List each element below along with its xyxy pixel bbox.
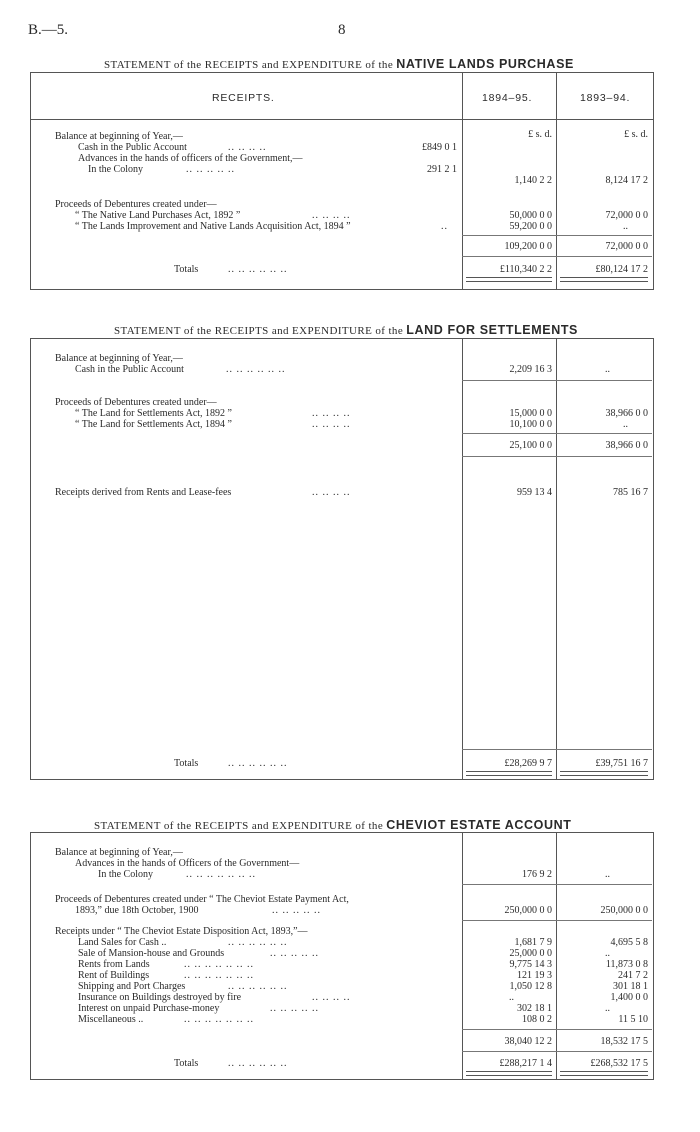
- cheviot-balance-label: Balance at beginning of Year,—: [55, 847, 183, 858]
- cheviot-title-prefix: STATEMENT of the RECEIPTS and EXPENDITURE of the: [94, 820, 384, 832]
- cheviot-item-label: Interest on unpaid Purchase-money: [78, 1003, 220, 1014]
- land-cash-y2: ..: [605, 364, 610, 375]
- leader-dots: .. .. .. ..: [312, 210, 351, 221]
- cheviot-total-rule: [462, 1051, 652, 1052]
- cheviot-item-y1: 108 0 2: [522, 1014, 552, 1025]
- leader-dots: .. .. .. .. .. ..: [228, 758, 288, 769]
- native-total-double-rule-y2: [560, 277, 648, 282]
- leader-dots: ..: [441, 221, 448, 232]
- land-totals-label: Totals: [174, 758, 199, 769]
- cheviot-item-label: Shipping and Port Charges: [78, 981, 186, 992]
- land-subtotal-y2: 38,966 0 0: [605, 440, 648, 451]
- leader-dots: .. .. .. ..: [312, 408, 351, 419]
- cheviot-item-label: Miscellaneous ..: [78, 1014, 144, 1025]
- land-balance-label: Balance at beginning of Year,—: [55, 353, 183, 364]
- leader-dots: .. .. .. .. ..: [272, 905, 321, 916]
- native-title-bold: NATIVE LANDS PURCHASE: [396, 57, 574, 71]
- cheviot-item-y1: 121 19 3: [517, 970, 552, 981]
- leader-dots: .. .. .. .. ..: [270, 1003, 319, 1014]
- leader-dots: .. .. .. .. .. ..: [228, 1058, 288, 1069]
- land-act2-y1: 10,100 0 0: [509, 419, 552, 430]
- cheviot-item-y2: 301 18 1: [613, 981, 648, 992]
- leader-dots: .. .. .. .. .. .. ..: [184, 959, 254, 970]
- leader-dots: .. .. .. .. .. ..: [228, 981, 288, 992]
- leader-dots: .. .. .. .. .. ..: [228, 264, 288, 275]
- native-advances-label: Advances in the hands of officers of the Government,—: [78, 153, 303, 164]
- native-balance-label: Balance at beginning of Year,—: [55, 131, 183, 142]
- leader-dots: .. .. .. .. .. ..: [228, 937, 288, 948]
- native-balance-y2: 8,124 17 2: [605, 175, 648, 186]
- leader-dots: .. .. .. .. ..: [186, 164, 235, 175]
- native-act1-y1: 50,000 0 0: [509, 210, 552, 221]
- native-totals-y2: £80,124 17 2: [595, 264, 648, 275]
- native-header-year1: 1894–95.: [482, 92, 533, 104]
- land-proceeds-label: Proceeds of Debentures created under—: [55, 397, 217, 408]
- native-title: [104, 57, 574, 71]
- native-col-divider-1: [462, 72, 463, 290]
- land-total-rule: [462, 749, 652, 750]
- cheviot-totals-label: Totals: [174, 1058, 199, 1069]
- cheviot-title-bold: CHEVIOT ESTATE ACCOUNT: [386, 818, 572, 832]
- native-subtotal-y1: 109,200 0 0: [504, 241, 552, 252]
- land-title: [114, 323, 578, 337]
- cheviot-proceeds-y1: 250,000 0 0: [504, 905, 552, 916]
- native-currency-y1: £ s. d.: [528, 129, 552, 140]
- cheviot-total-double-rule-y2: [560, 1071, 648, 1076]
- cheviot-subtotal-rule: [462, 1029, 652, 1030]
- page-reference: B.—5.: [28, 22, 69, 38]
- land-rents-y1: 959 13 4: [517, 487, 552, 498]
- land-title-prefix: STATEMENT of the RECEIPTS and EXPENDITURE of the: [114, 325, 404, 337]
- land-act2-y2: ..: [623, 419, 628, 430]
- cheviot-totals-y2: £268,532 17 5: [590, 1058, 648, 1069]
- cheviot-item-y2: 241 7 2: [618, 970, 648, 981]
- native-total-rule: [462, 256, 652, 257]
- cheviot-item-y2: ..: [605, 948, 610, 959]
- cheviot-title: [94, 818, 571, 832]
- native-act2-label: “ The Lands Improvement and Native Lands Acquisition Act, 1894 ”: [75, 221, 351, 232]
- land-rule-1: [462, 380, 652, 381]
- leader-dots: .. .. .. ..: [228, 142, 267, 153]
- page-number: 8: [338, 22, 346, 38]
- cheviot-item-y1: 9,775 14 3: [509, 959, 552, 970]
- land-rents-label: Receipts derived from Rents and Lease-fees: [55, 487, 232, 498]
- leader-dots: .. .. .. ..: [312, 419, 351, 430]
- native-act1-label: “ The Native Land Purchases Act, 1892 ”: [75, 210, 241, 221]
- cheviot-item-y1: 25,000 0 0: [509, 948, 552, 959]
- cheviot-item-y1: ..: [509, 992, 514, 1003]
- leader-dots: .. .. .. ..: [312, 992, 351, 1003]
- land-cash-label: Cash in the Public Account: [75, 364, 184, 375]
- cheviot-rule-1: [462, 884, 652, 885]
- leader-dots: .. .. .. .. .. .. ..: [184, 970, 254, 981]
- cheviot-item-y2: 11 5 10: [618, 1014, 648, 1025]
- land-act1-y2: 38,966 0 0: [605, 408, 648, 419]
- native-totals-label: Totals: [174, 264, 199, 275]
- cheviot-item-label: Rents from Lands: [78, 959, 150, 970]
- leader-dots: .. .. .. ..: [312, 487, 351, 498]
- native-col-divider-2: [556, 72, 557, 290]
- native-act1-y2: 72,000 0 0: [605, 210, 648, 221]
- native-totals-y1: £110,340 2 2: [499, 264, 552, 275]
- native-colony-amount: 291 2 1: [427, 164, 457, 175]
- native-cash-amount: £849 0 1: [422, 142, 457, 153]
- native-act2-y2: ..: [623, 221, 628, 232]
- land-totals-y2: £39,751 16 7: [595, 758, 648, 769]
- land-subtotal-rule: [462, 433, 652, 434]
- cheviot-item-label: Rent of Buildings: [78, 970, 150, 981]
- native-balance-y1: 1,140 2 2: [514, 175, 552, 186]
- land-total-double-rule-y2: [560, 771, 648, 776]
- native-title-prefix: STATEMENT of the RECEIPTS and EXPENDITURE of the: [104, 59, 394, 71]
- leader-dots: .. .. .. .. ..: [270, 948, 319, 959]
- cheviot-col-divider-2: [556, 832, 557, 1080]
- cheviot-col-divider-1: [462, 832, 463, 1080]
- native-proceeds-label: Proceeds of Debentures created under—: [55, 199, 217, 210]
- cheviot-item-y2: ..: [605, 1003, 610, 1014]
- cheviot-item-y2: 11,873 0 8: [605, 959, 648, 970]
- native-header-rule: [30, 119, 653, 120]
- land-act1-label: “ The Land for Settlements Act, 1892 ”: [75, 408, 232, 419]
- cheviot-item-y2: 4,695 5 8: [610, 937, 648, 948]
- land-subtotal-y1: 25,100 0 0: [509, 440, 552, 451]
- leader-dots: .. .. .. .. .. .. ..: [186, 869, 256, 880]
- land-rents-y2: 785 16 7: [613, 487, 648, 498]
- cheviot-proceeds-label: Proceeds of Debentures created under “ The Cheviot Estate Payment Act,: [55, 894, 349, 905]
- cheviot-item-label: Land Sales for Cash ..: [78, 937, 167, 948]
- cheviot-proceeds-label-2: 1893,” due 18th October, 1900: [75, 905, 199, 916]
- cheviot-item-y1: 302 18 1: [517, 1003, 552, 1014]
- cheviot-subtotal-y2: 18,532 17 5: [600, 1036, 648, 1047]
- cheviot-proceeds-y2: 250,000 0 0: [600, 905, 648, 916]
- cheviot-subtotal-y1: 38,040 12 2: [504, 1036, 552, 1047]
- land-col-divider-1: [462, 338, 463, 780]
- native-currency-y2: £ s. d.: [624, 129, 648, 140]
- land-rule-2: [462, 456, 652, 457]
- cheviot-advances-label: Advances in the hands of Officers of the Government—: [75, 858, 300, 869]
- native-header-year2: 1893–94.: [580, 92, 631, 104]
- native-act2-y1: 59,200 0 0: [509, 221, 552, 232]
- native-header-receipts: RECEIPTS.: [212, 92, 275, 104]
- native-table: [30, 72, 654, 290]
- cheviot-item-label: Insurance on Buildings destroyed by fire: [78, 992, 242, 1003]
- land-act1-y1: 15,000 0 0: [509, 408, 552, 419]
- native-subtotal-y2: 72,000 0 0: [605, 241, 648, 252]
- cheviot-receipts-label: Receipts under “ The Cheviot Estate Disposition Act, 1893,”—: [55, 926, 308, 937]
- cheviot-colony-y2: ..: [605, 869, 610, 880]
- leader-dots: .. .. .. .. .. .. ..: [184, 1014, 254, 1025]
- land-act2-label: “ The Land for Settlements Act, 1894 ”: [75, 419, 232, 430]
- leader-dots: .. .. .. .. .. ..: [226, 364, 286, 375]
- land-cash-y1: 2,209 16 3: [509, 364, 552, 375]
- native-colony-label: In the Colony: [88, 164, 143, 175]
- native-cash-label: Cash in the Public Account: [78, 142, 187, 153]
- land-totals-y1: £28,269 9 7: [504, 758, 552, 769]
- land-col-divider-2: [556, 338, 557, 780]
- cheviot-item-y2: 1,400 0 0: [610, 992, 648, 1003]
- cheviot-total-double-rule-y1: [466, 1071, 552, 1076]
- cheviot-item-y1: 1,050 12 8: [509, 981, 552, 992]
- land-title-bold: LAND FOR SETTLEMENTS: [406, 323, 578, 337]
- cheviot-colony-label: In the Colony: [98, 869, 153, 880]
- land-total-double-rule-y1: [466, 771, 552, 776]
- cheviot-item-y1: 1,681 7 9: [514, 937, 552, 948]
- native-total-double-rule-y1: [466, 277, 552, 282]
- native-subtotal-rule: [462, 235, 652, 236]
- cheviot-rule-2: [462, 920, 652, 921]
- cheviot-totals-y1: £288,217 1 4: [499, 1058, 552, 1069]
- cheviot-colony-y1: 176 9 2: [522, 869, 552, 880]
- cheviot-item-label: Sale of Mansion-house and Grounds: [78, 948, 225, 959]
